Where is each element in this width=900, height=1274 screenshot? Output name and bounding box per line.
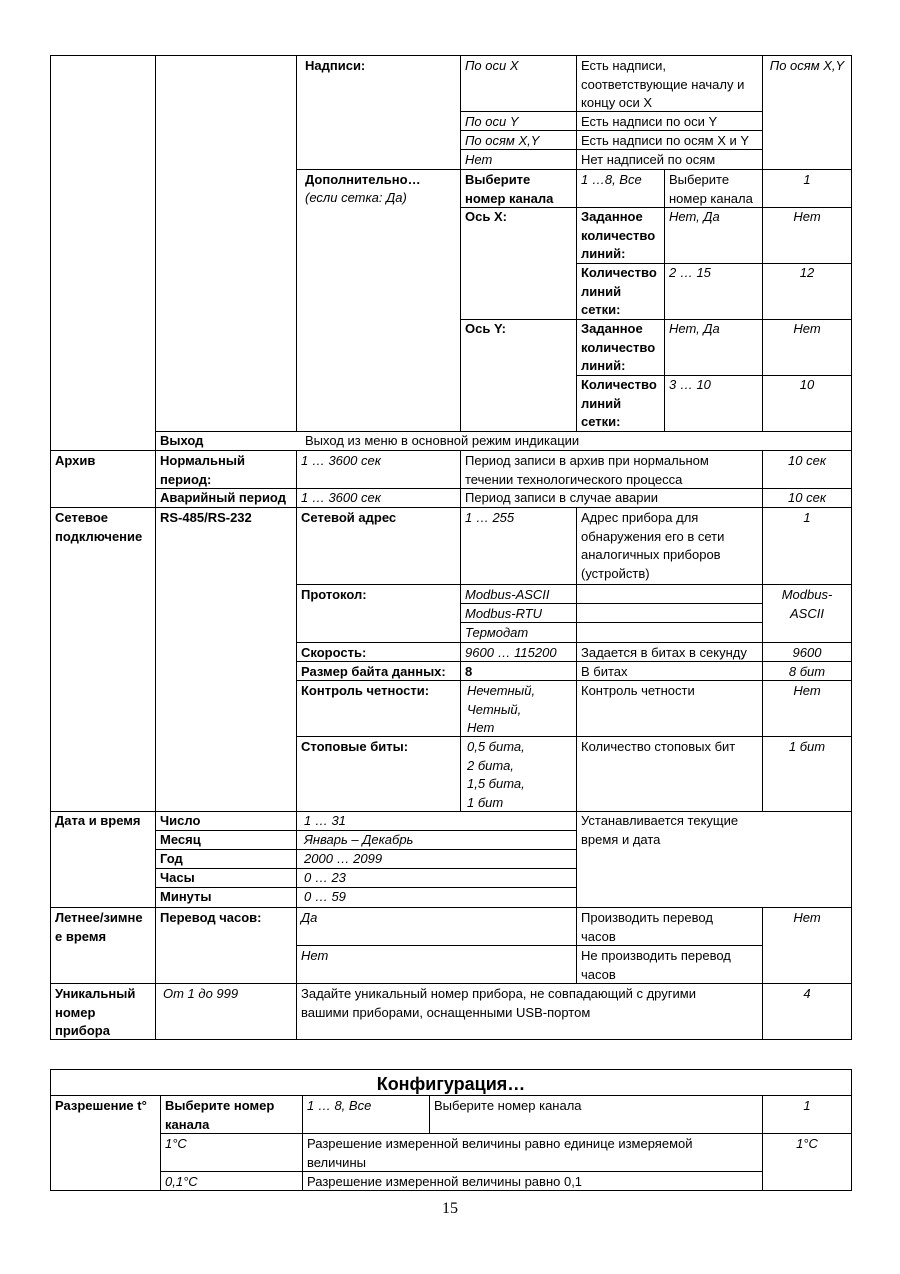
datetime-desc: Устанавливается текущие время и дата [581,813,739,847]
datetime-label: Дата и время [55,813,141,828]
datetime-hours-label: Часы [160,870,195,885]
network-parity-default: Нет [793,683,821,698]
axis-x-set-label: Заданное количество линий: [581,209,656,262]
labels-opt-xy: По осям X,Y [465,133,540,148]
network-bytesize-desc: В битах [581,664,628,679]
network-addr-default: 1 [803,510,811,525]
exit-label: Выход [160,433,204,448]
dst-default: Нет [793,910,821,925]
archive-alarm-label: Аварийный период [160,490,286,505]
unique-range: От 1 до 999 [163,986,239,1001]
config-select-default: 1 [803,1098,811,1113]
datetime-minutes-range: 0 … 59 [304,889,346,904]
datetime-month-range: Январь – Декабрь [304,832,414,847]
datetime-year-range: 2000 … 2099 [304,851,383,866]
network-parity-label: Контроль четности: [301,683,430,698]
config-select-label: Выберите номер канала [165,1098,275,1132]
network-protocol-opt-2: Modbus-RTU [465,606,543,621]
labels-desc-xy: Есть надписи по осям X и Y [581,133,750,148]
labels-desc-x: Есть надписи, соответствующие началу и концу оси X [581,58,745,111]
config-select-range: 1 … 8, Все [307,1098,372,1113]
unique-default: 4 [803,986,811,1001]
network-stopbits-label: Стоповые биты: [301,739,409,754]
labels-param: Надписи: [305,58,366,73]
archive-alarm-default: 10 сек [788,490,826,505]
extra-note: (если сетка: Да) [305,190,407,205]
axis-x-label: Ось X: [465,209,507,224]
datetime-day-label: Число [160,813,201,828]
config-opt-2-desc: Разрешение измеренной величины равно 0,1 [307,1174,583,1189]
labels-desc-y: Есть надписи по оси Y [581,114,718,129]
unique-desc: Задайте уникальный номер прибора, не совпадающий с другими вашими приборами, оснащенными USB-портом [301,986,696,1020]
archive-label: Архив [55,453,96,468]
axis-x-set-range: Нет, Да [669,209,720,224]
config-opt-1-desc: Разрешение измеренной величины равно единице измеряемой величины [307,1136,693,1170]
axis-x-count-default: 12 [799,265,815,280]
network-addr-desc: Адрес прибора для обнаружения его в сети аналогичных приборов (устройств) [581,510,725,581]
labels-opt-x: По оси X [465,58,519,73]
labels-desc-none: Нет надписей по осям [581,152,716,167]
extra-select-range: 1 …8, Все [581,172,642,187]
dst-desc-no: Не производить перевод часов [581,948,731,982]
dst-opt-no: Нет [301,948,329,963]
dst-param: Перевод часов: [160,910,262,925]
archive-normal-range: 1 … 3600 сек [301,453,381,468]
network-protocol-label: Протокол: [301,587,367,602]
datetime-hours-range: 0 … 23 [304,870,346,885]
datetime-year-label: Год [160,851,183,866]
axis-x-count-range: 2 … 15 [669,265,711,280]
config-title: Конфигурация… [376,1074,526,1094]
labels-default: По осям X,Y [769,58,845,73]
network-stopbits-desc: Количество стоповых бит [581,739,736,754]
network-bytesize-value: 8 [465,664,473,679]
network-protocol-default: Modbus- ASCII [781,587,833,621]
page-number: 15 [442,1200,458,1217]
extra-select-default: 1 [803,172,811,187]
archive-alarm-range: 1 … 3600 сек [301,490,381,505]
labels-opt-y: По оси Y [465,114,519,129]
network-parity-opts: Нечетный, Четный, Нет [467,683,536,736]
datetime-minutes-label: Минуты [160,889,212,904]
archive-normal-label: Нормальный период: [160,453,245,487]
archive-normal-default: 10 сек [788,453,826,468]
axis-x-set-default: Нет [793,209,821,224]
network-stopbits-opts: 0,5 бита, 2 бита, 1,5 бита, 1 бит [467,739,525,810]
axis-y-count-range: 3 … 10 [669,377,711,392]
network-label: Сетевое подключение [55,510,143,544]
network-speed-label: Скорость: [301,645,367,660]
extra-select-label: Выберите номер канала [465,172,554,206]
exit-desc: Выход из меню в основной режим индикации [305,433,580,448]
extra-param: Дополнительно… [305,172,421,187]
axis-y-set-range: Нет, Да [669,321,720,336]
datetime-month-label: Месяц [160,832,201,847]
dst-opt-yes: Да [301,910,318,925]
network-addr-label: Сетевой адрес [301,510,397,525]
axis-y-set-default: Нет [793,321,821,336]
archive-alarm-desc: Период записи в случае аварии [465,490,658,505]
unique-label: Уникальный номер прибора [55,986,136,1039]
network-stopbits-default: 1 бит [788,739,826,754]
labels-opt-none: Нет [465,152,493,167]
network-addr-range: 1 … 255 [465,510,515,525]
network-parity-desc: Контроль четности [581,683,695,698]
axis-y-count-label: Количество линий сетки: [581,377,657,430]
config-opt-2: 0,1°C [165,1174,198,1189]
network-interface: RS-485/RS-232 [160,510,252,525]
network-bytesize-label: Размер байта данных: [301,664,446,679]
network-speed-default: 9600 [792,645,822,660]
config-opt-1: 1°C [165,1136,187,1151]
extra-select-desc: Выберите номер канала [669,172,753,206]
axis-y-set-label: Заданное количество линий: [581,321,656,374]
axis-x-count-label: Количество линий сетки: [581,265,657,318]
network-speed-range: 9600 … 115200 [465,645,557,660]
axis-y-label: Ось Y: [465,321,506,336]
network-protocol-opt-3: Термодат [465,625,529,640]
datetime-day-range: 1 … 31 [304,813,346,828]
axis-y-count-default: 10 [799,377,815,392]
config-resolution-label: Разрешение t° [55,1098,147,1113]
dst-desc-yes: Производить перевод часов [581,910,713,944]
config-select-desc: Выберите номер канала [434,1098,582,1113]
network-speed-desc: Задается в битах в секунду [581,645,747,660]
dst-label: Летнее/зимне е время [55,910,143,944]
network-bytesize-default: 8 бит [788,664,826,679]
network-protocol-opt-1: Modbus-ASCII [465,587,550,602]
config-opt-1-default: 1°C [796,1136,818,1151]
archive-normal-desc: Период записи в архив при нормальном течении технологического процесса [465,453,709,487]
